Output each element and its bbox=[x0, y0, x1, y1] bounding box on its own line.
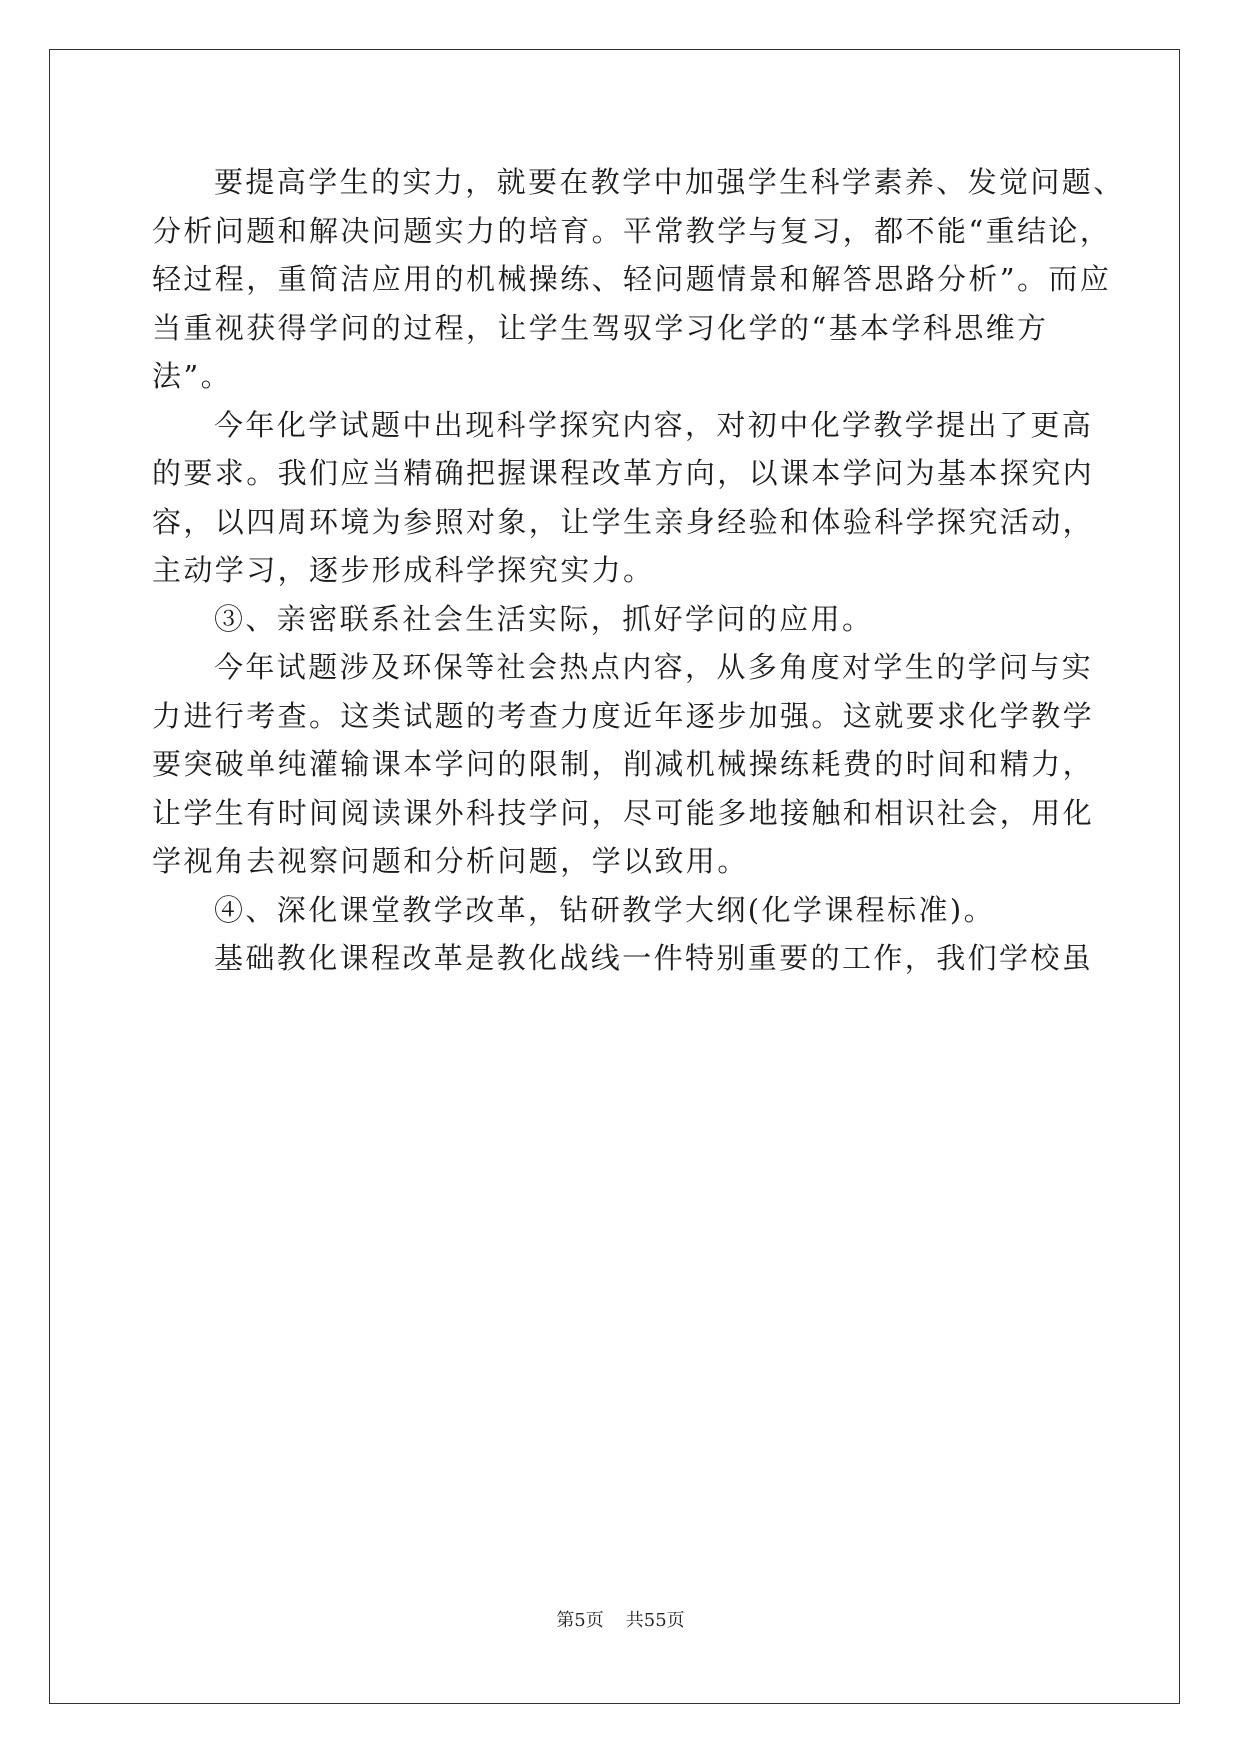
paragraph-line: 分析问题和解决问题实力的培育。平常教学与复习，都不能“重结论， bbox=[152, 213, 1112, 248]
paragraph-line: 今年试题涉及环保等社会热点内容，从多角度对学生的学问与实 bbox=[214, 650, 1094, 684]
paragraph-line: 让学生有时间阅读课外科技学问，尽可能多地接触和相识社会，用化 bbox=[152, 795, 1095, 830]
paragraph-line: 今年化学试题中出现科学探究内容，对初中化学教学提出了更高 bbox=[214, 407, 1094, 442]
paragraph-line: 力进行考查。这类试题的考查力度近年逐步加强。这就要求化学教学 bbox=[152, 698, 1095, 733]
paragraph-line: 的要求。我们应当精确把握课程改革方向，以课本学问为基本探究内 bbox=[152, 456, 1095, 490]
paragraph-line: 要突破单纯灌输课本学问的限制，削减机械操练耗费的时间和精力， bbox=[152, 747, 1095, 781]
paragraph-line: 要提高学生的实力，就要在教学中加强学生科学素养、发觉问题、 bbox=[214, 165, 1125, 199]
paragraph-line: 轻过程，重简洁应用的机械操练、轻问题情景和解答思路分析”。而应 bbox=[152, 262, 1112, 296]
section-heading-3: ③、亲密联系社会生活实际，抓好学问的应用。 bbox=[214, 601, 874, 636]
paragraph-line: 主动学习，逐步形成科学探究实力。 bbox=[152, 553, 655, 587]
paragraph-line: 当重视获得学问的过程，让学生驾驭学习化学的“基本学科思维方 bbox=[152, 310, 1049, 345]
page-number: 第5页 bbox=[556, 1610, 604, 1631]
page-total: 共55页 bbox=[625, 1610, 685, 1631]
paragraph-line: 法”。 bbox=[152, 359, 233, 393]
section-heading-4: ④、深化课堂教学改革，钻研教学大纲(化学课程标准)。 bbox=[214, 892, 996, 927]
paragraph-line: 基础教化课程改革是教化战线一件特别重要的工作，我们学校虽 bbox=[214, 941, 1094, 975]
document-body bbox=[152, 158, 1125, 983]
page-footer bbox=[0, 1606, 1241, 1632]
paragraph-line: 学视角去视察问题和分析问题，学以致用。 bbox=[152, 844, 749, 878]
paragraph-line: 容，以四周环境为参照对象，让学生亲身经验和体验科学探究活动， bbox=[152, 504, 1095, 539]
